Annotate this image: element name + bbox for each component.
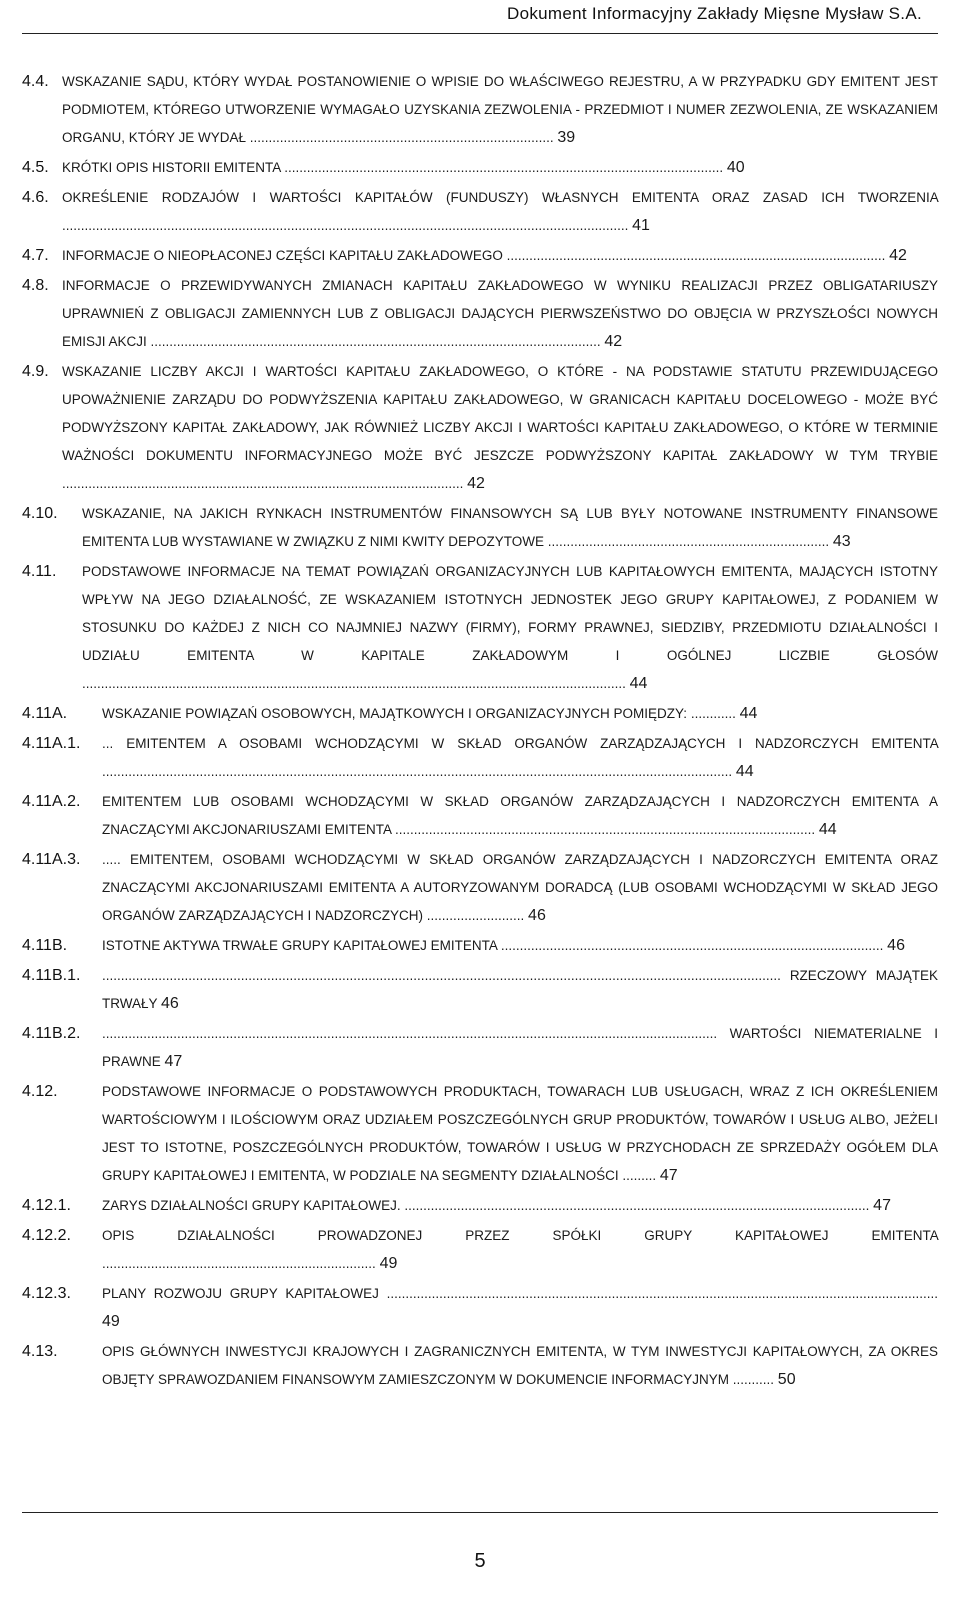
toc-entry-number: 4.12.3. [22,1285,71,1302]
toc-entry-number: 4.11B.2. [22,1025,81,1042]
page-number: 5 [474,1550,486,1572]
toc-entry-page: 47 [164,1053,183,1070]
toc-entry-number: 4.11B. [22,937,68,954]
toc-entry-text: WSKAZANIE SĄDU, KTÓRY WYDAŁ POSTANOWIENIE O WPISIE DO WŁAŚCIWEGO REJESTRU, A W PRZYPADKU GDY EMITENT JEST PODMIOTEM, KTÓREGO UTWORZENIE WYMAGAŁO UZYSKANIA ZEZWOLENIA - PRZEDMIOT I NUMER ZEZWOLENIA, ZE WSKAZANIEM ORGANU, KTÓRY JE WYDAŁ ................................................................................. 39 [62,74,938,146]
toc-entry-number: 4.12. [22,1083,58,1100]
toc-entry-text: ZARYS DZIAŁALNOŚCI GRUPY KAPITAŁOWEJ. ............................................................................................................................ 47 [102,1197,891,1214]
toc-entry-text: ISTOTNE AKTYWA TRWAŁE GRUPY KAPITAŁOWEJ EMITENTA ...................................................................................................... 46 [102,937,905,954]
toc-entry-number: 4.4. [22,73,49,90]
toc-entry-text: .................................................................................................................................................................... WARTOŚCI NIEMATERIALNE I PRAWNE 47 [102,1026,938,1070]
toc-entry-text: ..... EMITENTEM, OSOBAMI WCHODZĄCYMI W SKŁAD ORGANÓW ZARZĄDZAJĄCYCH I NADZORCZYCH EMITENTA ORAZ ZNACZĄCYMI AKCJONARIUSZAMI EMITENTA A AUTORYZOWANYM DORADCĄ (LUB OSOBAMI WCHODZĄCYMI W SKŁAD JEGO ORGANÓW ZARZĄDZAJĄCYCH I NADZORCZYCH) .......................... 46 [102,852,938,924]
toc-entry-page: 42 [467,475,485,492]
toc-entry[interactable] [22,730,938,786]
toc-entry-text: WSKAZANIE LICZBY AKCJI I WARTOŚCI KAPITAŁU ZAKŁADOWEGO, O KTÓRE - NA PODSTAWIE STATUTU PRZEWIDUJĄCEGO UPOWAŻNIENIE ZARZĄDU DO PODWYŻSZENIA KAPITAŁU ZAKŁADOWEGO, W GRANICACH KAPITAŁU DOCELOWEGO - MOŻE BYĆ PODWYŻSZONY KAPITAŁ ZAKŁADOWY, JAK RÓWNIEŻ LICZBY AKCJI I WARTOŚCI KAPITAŁU ZAKŁADOWEGO, O KTÓRE W TERMINIE WAŻNOŚCI DOKUMENTU INFORMACYJNEGO MOŻE BYĆ JESZCZE PODWYŻSZONY KAPITAŁ ZAKŁADOWY W TYM TRYBIE ........................................................................................................... 42 [62,364,938,492]
toc-entry-page: 49 [379,1255,398,1272]
toc-entry[interactable] [22,1020,938,1076]
toc-entry-text: EMITENTEM LUB OSOBAMI WCHODZĄCYMI W SKŁAD ORGANÓW ZARZĄDZAJĄCYCH I NADZORCZYCH EMITENTA A ZNACZĄCYMI AKCJONARIUSZAMI EMITENTA ................................................................................................................ 44 [102,794,938,838]
toc-entry-page: 47 [873,1197,891,1214]
toc-entry-number: 4.13. [22,1343,58,1360]
toc-entry-page: 44 [739,705,758,722]
toc-entry-text: KRÓTKI OPIS HISTORII EMITENTA ..................................................................................................................... 40 [62,159,745,176]
toc-entry[interactable] [22,242,938,270]
toc-entry-number: 4.11B.1. [22,967,81,984]
header-title: Dokument Informacyjny Zakłady Mięsne Mysław S.A. [507,4,922,23]
toc-entry[interactable] [22,788,938,844]
toc-entry-number: 4.9. [22,363,49,380]
toc-entry-text: ... EMITENTEM A OSOBAMI WCHODZĄCYMI W SKŁAD ORGANÓW ZARZĄDZAJĄCYCH I NADZORCZYCH EMITENTA ........................................................................................................................................................................ 44 [102,736,938,780]
toc-entry-page: 46 [887,937,905,954]
toc-entry-text: WSKAZANIE, NA JAKICH RYNKACH INSTRUMENTÓW FINANSOWYCH SĄ LUB BYŁY NOTOWANE INSTRUMENTY FINANSOWE EMITENTA LUB WYSTAWIANE W ZWIĄZKU Z NIMI KWITY DEPOZYTOWE ........................................................................... 43 [82,506,938,550]
toc-entry-text: PODSTAWOWE INFORMACJE NA TEMAT POWIĄZAŃ ORGANIZACYJNYCH LUB KAPITAŁOWYCH EMITENTA, MAJĄCYCH ISTOTNY WPŁYW NA JEGO DZIAŁALNOŚĆ, ZE WSKAZANIEM ISTOTNYCH JEDNOSTEK JEGO GRUPY KAPITAŁOWEJ, Z PODANIEM W STOSUNKU DO KAŻDEJ Z NICH CO NAJMNIEJ NAZWY (FIRMY), FORMY PRAWNEJ, SIEDZIBY, PRZEDMIOTU DZIAŁALNOŚCI I UDZIAŁU EMITENTA W KAPITALE ZAKŁADOWYM I OGÓLNEJ LICZBIE GŁOSÓW ................................................................................................................................................. 44 [82,564,938,692]
toc-entry-text: OPIS DZIAŁALNOŚCI PROWADZONEJ PRZEZ SPÓŁKI GRUPY KAPITAŁOWEJ EMITENTA ......................................................................... 49 [102,1228,938,1272]
toc-entry[interactable] [22,1078,938,1190]
toc-entry-number: 4.12.2. [22,1227,71,1244]
toc-entry[interactable] [22,932,938,960]
page-header [0,0,960,30]
toc-entry-text: PODSTAWOWE INFORMACJE O PODSTAWOWYCH PRODUKTACH, TOWARACH LUB USŁUGACH, WRAZ Z ICH OKREŚLENIEM WARTOŚCIOWYM I ILOŚCIOWYM ORAZ UDZIAŁEM POSZCZEGÓLNYCH GRUP PRODUKTÓW, TOWARÓW I USŁUG ALBO, JEŻELI JEST TO ISTOTNE, POSZCZEGÓLNYCH PRODUKTÓW, TOWARÓW I USŁUG W PRZYCHODACH ZE SPRZEDAŻY OGÓŁEM DLA GRUPY KAPITAŁOWEJ I EMITENTA, W PODZIALE NA SEGMENTY DZIAŁALNOŚCI ......... 47 [102,1084,938,1184]
toc-entry-number: 4.12.1. [22,1197,71,1214]
toc-entry-page: 39 [557,129,576,146]
toc-entry[interactable] [22,962,938,1018]
toc-entry-page: 44 [629,675,648,692]
toc-entry-page: 49 [102,1313,120,1330]
toc-entry[interactable] [22,1280,938,1336]
toc-entry[interactable] [22,154,938,182]
toc-entry-page: 42 [889,247,907,264]
toc-entry-text: OPIS GŁÓWNYCH INWESTYCJI KRAJOWYCH I ZAGRANICZNYCH EMITENTA, W TYM INWESTYCJI KAPITAŁOWYCH, ZA OKRES OBJĘTY SPRAWOZDANIEM FINANSOWYM ZAMIESZCZONYM W DOKUMENCIE INFORMACYJNYM ........... 50 [102,1344,938,1388]
toc-entry-number: 4.11A. [22,705,68,722]
toc-entry-number: 4.8. [22,277,49,294]
toc-entry-page: 44 [818,821,837,838]
toc-entry-page: 46 [528,907,546,924]
toc-entry-number: 4.5. [22,159,49,176]
toc-entry-page: 41 [632,217,650,234]
toc-entry-number: 4.11A.1. [22,735,81,752]
toc-entry-page: 44 [735,763,754,780]
toc-entry[interactable] [22,68,938,152]
toc-entry-page: 50 [777,1371,796,1388]
toc-entry-page: 46 [161,995,179,1012]
toc-entry-text: PLANY ROZWOJU GRUPY KAPITAŁOWEJ ................................................................................................................................................... 49 [102,1286,938,1330]
toc-entry-text: OKREŚLENIE RODZAJÓW I WARTOŚCI KAPITAŁÓW (FUNDUSZY) WŁASNYCH EMITENTA ORAZ ZASAD ICH TWORZENIA ....................................................................................................................................................... 41 [62,190,938,234]
toc-entry-number: 4.7. [22,247,49,264]
toc-entry-text: INFORMACJE O PRZEWIDYWANYCH ZMIANACH KAPITAŁU ZAKŁADOWEGO W WYNIKU REALIZACJI PRZEZ OBLIGATARIUSZY UPRAWNIEŃ Z OBLIGACJI ZAMIENNYCH LUB Z OBLIGACJI DAJĄCYCH PIERWSZEŃSTWO DO OBJĘCIA W PRZYSZŁOŚCI NOWYCH EMISJI AKCJI ........................................................................................................................ 42 [62,278,938,350]
header-rule [22,33,938,34]
toc-entry[interactable] [22,272,938,356]
toc-entry-text: ..................................................................................................................................................................................... RZECZOWY MAJĄTEK TRWAŁY 46 [102,968,938,1012]
toc-entry-number: 4.10. [22,505,58,522]
toc-entry[interactable] [22,1222,938,1278]
toc-entry-text: WSKAZANIE POWIĄZAŃ OSOBOWYCH, MAJĄTKOWYCH I ORGANIZACYJNYCH POMIĘDZY: ............ 44 [102,705,758,722]
toc-entry[interactable] [22,184,938,240]
toc-entry[interactable] [22,846,938,930]
toc-entry-number: 4.11. [22,563,57,580]
toc-entry[interactable] [22,500,938,556]
toc-entry-page: 47 [659,1167,678,1184]
table-of-contents [22,68,938,1396]
toc-entry[interactable] [22,358,938,498]
toc-entry[interactable] [22,558,938,698]
toc-entry-page: 42 [604,333,623,350]
toc-entry-page: 43 [832,533,851,550]
toc-entry-number: 4.6. [22,189,49,206]
footer-rule [22,1512,938,1513]
toc-entry-number: 4.11A.3. [22,851,81,868]
toc-entry[interactable] [22,1192,938,1220]
toc-entry-page: 40 [726,159,745,176]
toc-entry[interactable] [22,700,938,728]
toc-entry[interactable] [22,1338,938,1394]
toc-entry-number: 4.11A.2. [22,793,81,810]
toc-entry-text: INFORMACJE O NIEOPŁACONEJ CZĘŚCI KAPITAŁU ZAKŁADOWEGO ..................................................................................................... 42 [62,247,907,264]
